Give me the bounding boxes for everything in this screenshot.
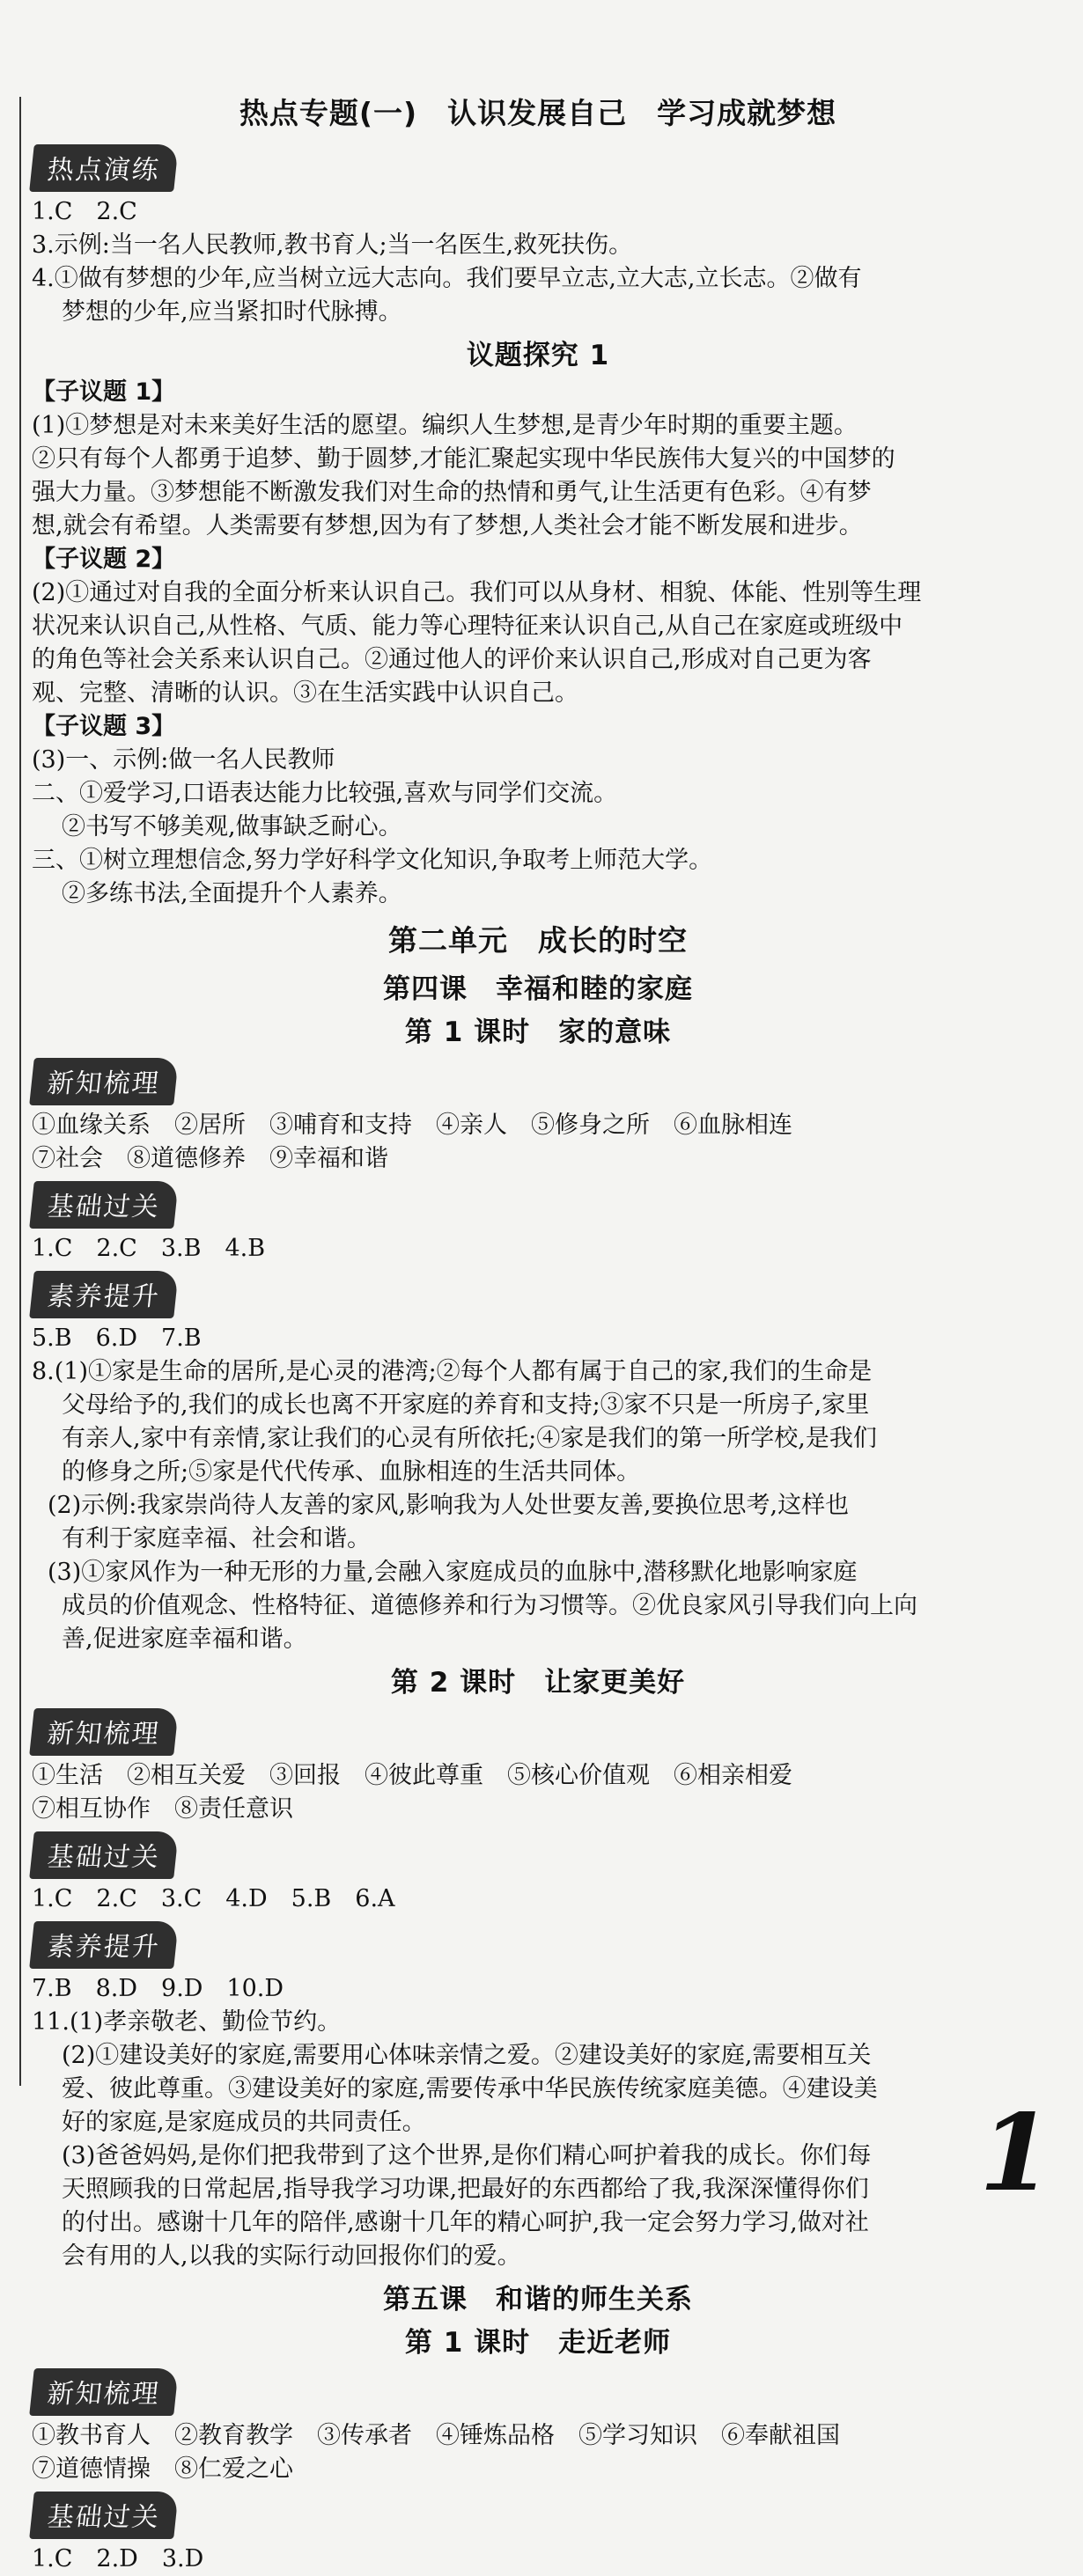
basic-practice-badge: 基础过关	[29, 1831, 179, 1879]
answer-line: ⑦社会 ⑧道德修养 ⑨幸福和谐	[32, 1145, 388, 1172]
literacy-improve-badge: 素养提升	[29, 1921, 179, 1969]
answer-line: 的角色等社会关系来认识自己。②通过他人的评价来认识自己,形成对自己更为客	[32, 646, 872, 673]
answer-line: (1)①梦想是对未来美好生活的愿望。编织人生梦想,是青少年时期的重要主题。	[32, 412, 858, 439]
answer-line: 好的家庭,是家庭成员的共同责任。	[62, 2109, 426, 2136]
answer-line: 善,促进家庭幸福和谐。	[62, 1626, 307, 1653]
topic-inquiry-title: 议题探究 1	[466, 340, 610, 371]
answer-line: 想,就会有希望。人类需要有梦想,因为有了梦想,人类社会才能不断发展和进步。	[32, 512, 863, 539]
answer-line: 梦想的少年,应当紧扣时代脉搏。	[62, 298, 402, 326]
answer-line: 的付出。感谢十几年的陪伴,感谢十几年的精心呵护,我一定会努力学习,做对社	[62, 2209, 869, 2236]
answer-line: 三、①树立理想信念,努力学好科学文化知识,争取考上师范大学。	[32, 847, 713, 874]
answer-line: ②多练书法,全面提升个人素养。	[62, 880, 402, 907]
answer-line: 天照顾我的日常起居,指导我学习功课,把最好的东西都给了我,我深深懂得你们	[62, 2176, 869, 2203]
sub-topic-2-label: 【子议题 2】	[32, 546, 176, 573]
answer-line: 1.C 2.C	[32, 198, 137, 225]
left-margin-rule	[19, 97, 21, 2086]
answer-line: ⑦道德情操 ⑧仁爱之心	[32, 2455, 293, 2483]
answer-line: 1.C 2.C 3.B 4.B	[32, 1235, 266, 1262]
answer-line: 爱、彼此尊重。③建设美好的家庭,需要传承中华民族传统家庭美德。④建设美	[62, 2075, 878, 2103]
answer-line: 3.示例:当一名人民教师,教书育人;当一名医生,救死扶伤。	[32, 231, 633, 259]
answer-line: 7.B 8.D 9.D 10.D	[32, 1975, 284, 2002]
answer-line: ②只有每个人都勇于追梦、勤于圆梦,才能汇聚起实现中华民族伟大复兴的中国梦的	[32, 445, 895, 473]
answer-line: 父母给予的,我们的成长也离不开家庭的养育和支持;③家不只是一所房子,家里	[62, 1391, 870, 1419]
new-knowledge-badge: 新知梳理	[29, 1708, 179, 1756]
literacy-improve-badge: 素养提升	[29, 1271, 179, 1318]
answer-line: (3)①家风作为一种无形的力量,会融入家庭成员的血脉中,潜移默化地影响家庭	[48, 1559, 858, 1586]
period-title: 第 1 课时 家的意味	[404, 1016, 672, 1048]
hot-practice-badge: 热点演练	[29, 144, 179, 192]
answer-content	[32, 84, 1044, 2576]
lesson-title: 第五课 和谐的师生关系	[383, 2284, 693, 2315]
answer-line: 二、①爱学习,口语表达能力比较强,喜欢与同学们交流。	[32, 780, 618, 807]
answer-line: 会有用的人,以我的实际行动回报你们的爱。	[62, 2242, 521, 2270]
answer-line: ⑦相互协作 ⑧责任意识	[32, 1795, 293, 1823]
answer-line: 1.C 2.C 3.C 4.D 5.B 6.A	[32, 1885, 395, 1912]
answer-line: 的修身之所;⑤家是代代传承、血脉相连的生活共同体。	[62, 1458, 641, 1486]
lesson-title: 第四课 幸福和睦的家庭	[383, 973, 693, 1005]
answer-line: 观、完整、清晰的认识。③在生活实践中认识自己。	[32, 679, 578, 707]
answer-line: 有亲人,家中有亲情,家让我们的心灵有所依托;④家是我们的第一所学校,是我们	[62, 1425, 877, 1452]
answer-line: 5.B 6.D 7.B	[32, 1325, 202, 1352]
answer-line: (2)示例:我家崇尚待人友善的家风,影响我为人处世要友善,要换位思考,这样也	[48, 1492, 850, 1519]
sub-topic-1-label: 【子议题 1】	[32, 378, 176, 406]
answer-line: ②书写不够美观,做事缺乏耐心。	[62, 813, 402, 840]
answer-line: 1.C 2.D 3.D	[32, 2545, 204, 2572]
answer-line: 有利于家庭幸福、社会和谐。	[62, 1525, 371, 1552]
answer-line: 11.(1)孝亲敬老、勤俭节约。	[32, 2008, 342, 2036]
answer-line: 状况来认识自己,从性格、气质、能力等心理特征来认识自己,从自己在家庭或班级中	[32, 613, 903, 640]
hot-topic-title: 热点专题(一) 认识发展自己 学习成就梦想	[239, 96, 837, 130]
period-title: 第 1 课时 走近老师	[404, 2327, 672, 2359]
answer-line: ①血缘关系 ②居所 ③哺育和支持 ④亲人 ⑤修身之所 ⑥血脉相连	[32, 1112, 792, 1139]
answer-line: 8.(1)①家是生命的居所,是心灵的港湾;②每个人都有属于自己的家,我们的生命是	[32, 1358, 873, 1385]
hot-practice-answers	[32, 195, 1044, 329]
new-knowledge-badge: 新知梳理	[29, 1058, 179, 1105]
answer-line: (2)①通过对自我的全面分析来认识自己。我们可以从身材、相貌、体能、性别等生理	[32, 579, 922, 606]
basic-practice-badge: 基础过关	[29, 1181, 179, 1229]
answer-line: (2)①建设美好的家庭,需要用心体味亲情之爱。②建设美好的家庭,需要相互关	[62, 2042, 872, 2069]
answer-line: 成员的价值观念、性格特征、道德修养和行为习惯等。②优良家风引导我们向上向	[62, 1592, 917, 1619]
answer-line: ①生活 ②相互关爱 ③回报 ④彼此尊重 ⑤核心价值观 ⑥相亲相爱	[32, 1762, 792, 1789]
basic-practice-badge: 基础过关	[29, 2492, 179, 2539]
answer-line: (3)爸爸妈妈,是你们把我带到了这个世界,是你们精心呵护着我的成长。你们每	[62, 2142, 872, 2169]
answer-line: (3)一、示例:做一名人民教师	[32, 746, 335, 774]
answer-line: 强大力量。③梦想能不断激发我们对生命的热情和勇气,让生活更有色彩。④有梦	[32, 479, 872, 506]
new-knowledge-badge: 新知梳理	[29, 2368, 179, 2416]
answer-line: 4.①做有梦想的少年,应当树立远大志向。我们要早立志,立大志,立长志。②做有	[32, 265, 862, 292]
unit-title: 第二单元 成长的时空	[388, 923, 688, 958]
sub-topic-3-label: 【子议题 3】	[32, 713, 176, 740]
page-number: 1	[979, 2091, 1053, 2215]
answer-line: ①教书育人 ②教育教学 ③传承者 ④锤炼品格 ⑤学习知识 ⑥奉献祖国	[32, 2422, 840, 2449]
period-title: 第 2 课时 让家更美好	[390, 1667, 686, 1699]
